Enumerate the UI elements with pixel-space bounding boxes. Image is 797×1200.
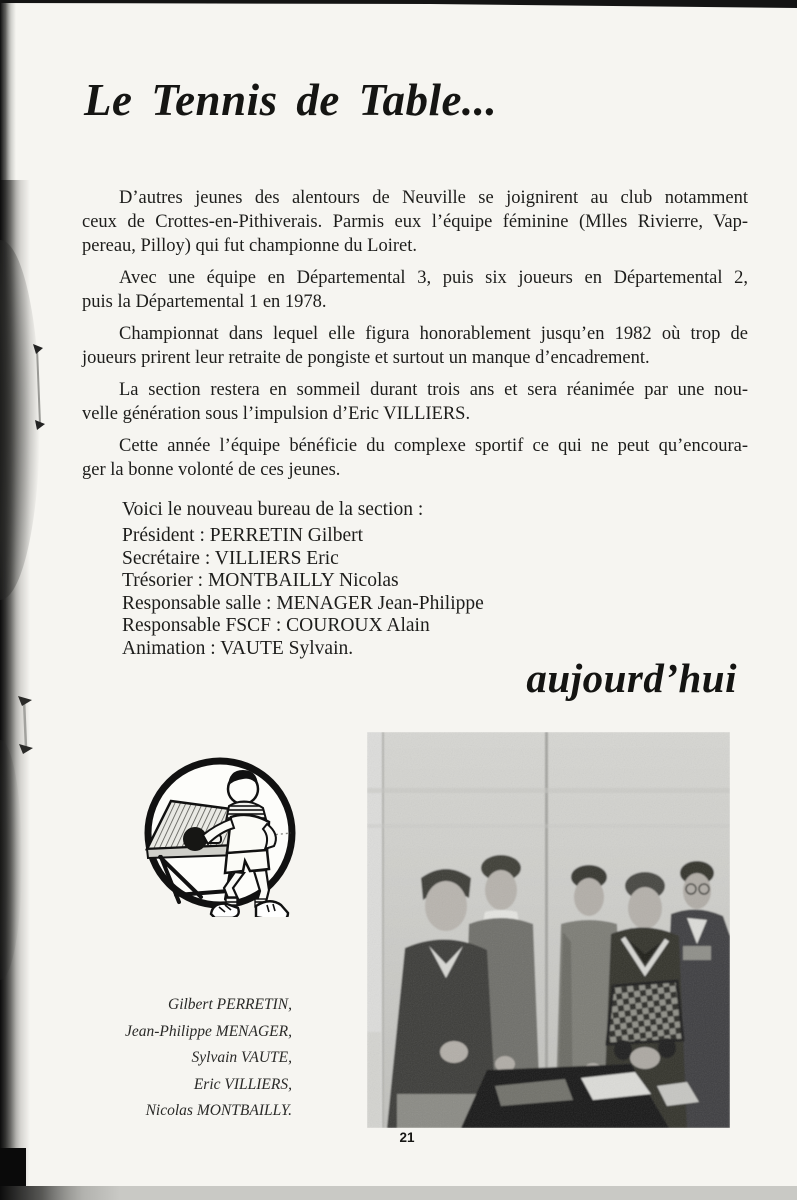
bureau-members bbox=[122, 525, 484, 660]
bureau-member: Secrétaire : VILLIERS Eric bbox=[122, 547, 339, 569]
staple-icon bbox=[33, 344, 45, 430]
subheading: aujourd’hui bbox=[526, 655, 737, 701]
paragraph-line: ceux de Crottes-en-Pithiverais. Parmis eux l’équipe féminine (Mlles Rivierre, Vap- bbox=[82, 212, 748, 232]
paragraph-line: pereau, Pilloy) qui fut championne du Loiret. bbox=[82, 236, 417, 256]
bureau-section bbox=[122, 498, 484, 660]
paragraph bbox=[82, 186, 748, 258]
paragraph-line: Cette année l’équipe bénéficie du complexe sportif ce qui ne peut qu’encoura- bbox=[119, 436, 748, 456]
paragraph-line: velle génération sous l’impulsion d’Eric VILLIERS. bbox=[82, 404, 471, 424]
paragraph bbox=[82, 266, 748, 314]
paragraph bbox=[82, 378, 748, 426]
photo-caption bbox=[42, 992, 292, 1125]
bureau-member: Responsable salle : MENAGER Jean-Philippe bbox=[122, 592, 484, 614]
table-tennis-illustration-icon bbox=[139, 749, 303, 917]
top-page-edge bbox=[0, 0, 797, 8]
paragraph-line: Avec une équipe en Départemental 3, puis six joueurs en Départemental 2, bbox=[119, 268, 748, 288]
caption-name: Nicolas MONTBAILLY. bbox=[145, 1102, 292, 1119]
bureau-member: Animation : VAUTE Sylvain. bbox=[122, 637, 354, 659]
article-body bbox=[82, 186, 748, 490]
paragraph-line: Championnat dans lequel elle figura honorablement jusqu’en 1982 où trop de bbox=[119, 324, 748, 344]
binding-bulge bbox=[0, 240, 40, 600]
caption-name: Sylvain VAUTE, bbox=[191, 1049, 292, 1066]
paragraph bbox=[82, 434, 748, 482]
bureau-member: Président : PERRETIN Gilbert bbox=[122, 525, 364, 546]
paragraph-line: D’autres jeunes des alentours de Neuville se joignirent au club notamment bbox=[119, 188, 748, 208]
page-title: Le Tennis de Table... bbox=[84, 75, 498, 125]
caption-name: Jean-Philippe MENAGER, bbox=[124, 1022, 292, 1040]
caption-name: Gilbert PERRETIN, bbox=[168, 996, 292, 1013]
bureau-member: Responsable FSCF : COUROUX Alain bbox=[122, 615, 430, 636]
bureau-intro: Voici le nouveau bureau de la section : bbox=[122, 499, 424, 520]
paragraph-line: puis la Départemental 1 en 1978. bbox=[82, 292, 327, 312]
caption-name: Eric VILLIERS, bbox=[193, 1075, 292, 1093]
team-photo bbox=[367, 732, 730, 1128]
staple-icon bbox=[18, 696, 33, 754]
paragraph bbox=[82, 322, 748, 370]
bureau-member: Trésorier : MONTBAILLY Nicolas bbox=[122, 570, 399, 591]
page-number: 21 bbox=[399, 1130, 415, 1145]
paragraph-line: La section restera en sommeil durant trois ans et sera réanimée par une nou- bbox=[119, 380, 748, 400]
paragraph-line: joueurs prirent leur retraite de pongiste et surtout un manque d’encadrement. bbox=[82, 348, 650, 368]
paragraph-line: ger la bonne volonté de ces jeunes. bbox=[82, 460, 341, 480]
bottom-page-edge bbox=[0, 1186, 797, 1200]
